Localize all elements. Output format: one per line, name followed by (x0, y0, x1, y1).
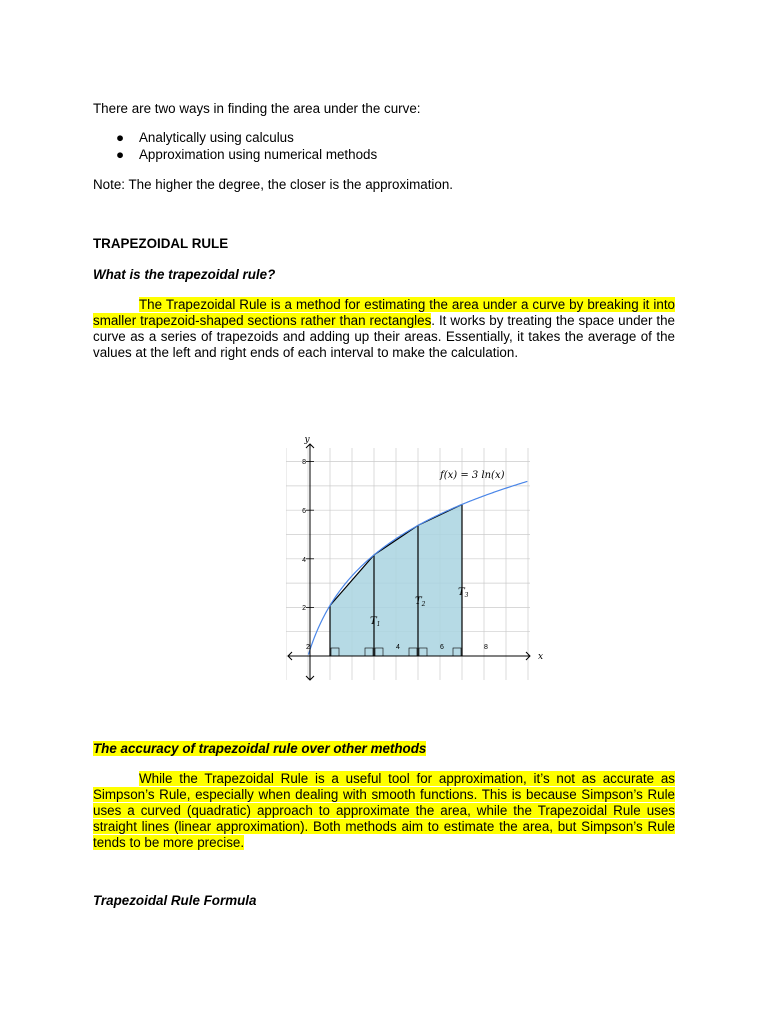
trapezoid-label-t2: $T_2$ (415, 596, 426, 608)
x-axis-tick-label: 4 (396, 644, 400, 651)
methods-list (93, 130, 377, 163)
trapezoid-graph (286, 432, 546, 684)
definition-rest: . It works by treating the space under the curve as a series of trapezoids and adding up their areas. Essentially, it takes the average of the values at the left and right ends of each interval to make the calculation. (93, 313, 675, 360)
y-axis-tick-label: 4 (302, 557, 306, 564)
list-item (93, 147, 377, 164)
y-axis-tick-label: 6 (302, 508, 306, 515)
note-text: Note: The higher the degree, the closer is the approximation. (93, 177, 454, 192)
function-label: f(x) = 3 ln(x) (440, 470, 505, 481)
x-axis-tick-label: 2 (306, 644, 310, 651)
trapezoid-label-t3: $T_3$ (458, 587, 469, 599)
bullet-icon: ● (116, 146, 125, 162)
list-item (93, 130, 377, 147)
question-heading: What is the trapezoidal rule? (93, 267, 276, 282)
x-axis-label: x (538, 652, 544, 662)
y-axis-tick-label: 8 (302, 459, 306, 466)
trapezoidal-rule-figure (286, 432, 546, 684)
x-axis-tick-label: 6 (440, 644, 444, 651)
y-axis-label: y (304, 435, 310, 445)
accuracy-heading: The accuracy of trapezoidal rule over other methods (93, 741, 427, 756)
y-axis-tick-label: 2 (302, 605, 306, 612)
intro-text: There are two ways in finding the area under the curve: (93, 101, 421, 116)
list-item-text: Approximation using numerical methods (139, 146, 378, 162)
formula-heading: Trapezoidal Rule Formula (93, 893, 257, 908)
bullet-icon: ● (116, 130, 125, 145)
definition-paragraph (93, 297, 675, 361)
definition-highlight: The Trapezoidal Rule is a method for estimating the area under a curve by breaking it into smaller trapezoid-shaped sections rather than rectangles (93, 297, 675, 328)
accuracy-text: While the Trapezoidal Rule is a useful tool for approximation, it’s not as accurate as Simpson’s Rule, especially when dealing with smooth functions. This is because Simpson’s Rule uses a curved (quadratic) approach to approximate the area, while the Trapezoidal Rule uses straight lines (linear approximation). Both methods aim to estimate the area, but Simpson’s Rule tends to be more precise. (93, 771, 675, 850)
trapezoid-label-t1: $T_1$ (370, 616, 381, 628)
section-title: TRAPEZOIDAL RULE (93, 236, 229, 251)
x-axis-tick-label: 8 (484, 644, 488, 651)
accuracy-paragraph (93, 771, 675, 851)
list-item-text: Analytically using calculus (139, 130, 294, 145)
